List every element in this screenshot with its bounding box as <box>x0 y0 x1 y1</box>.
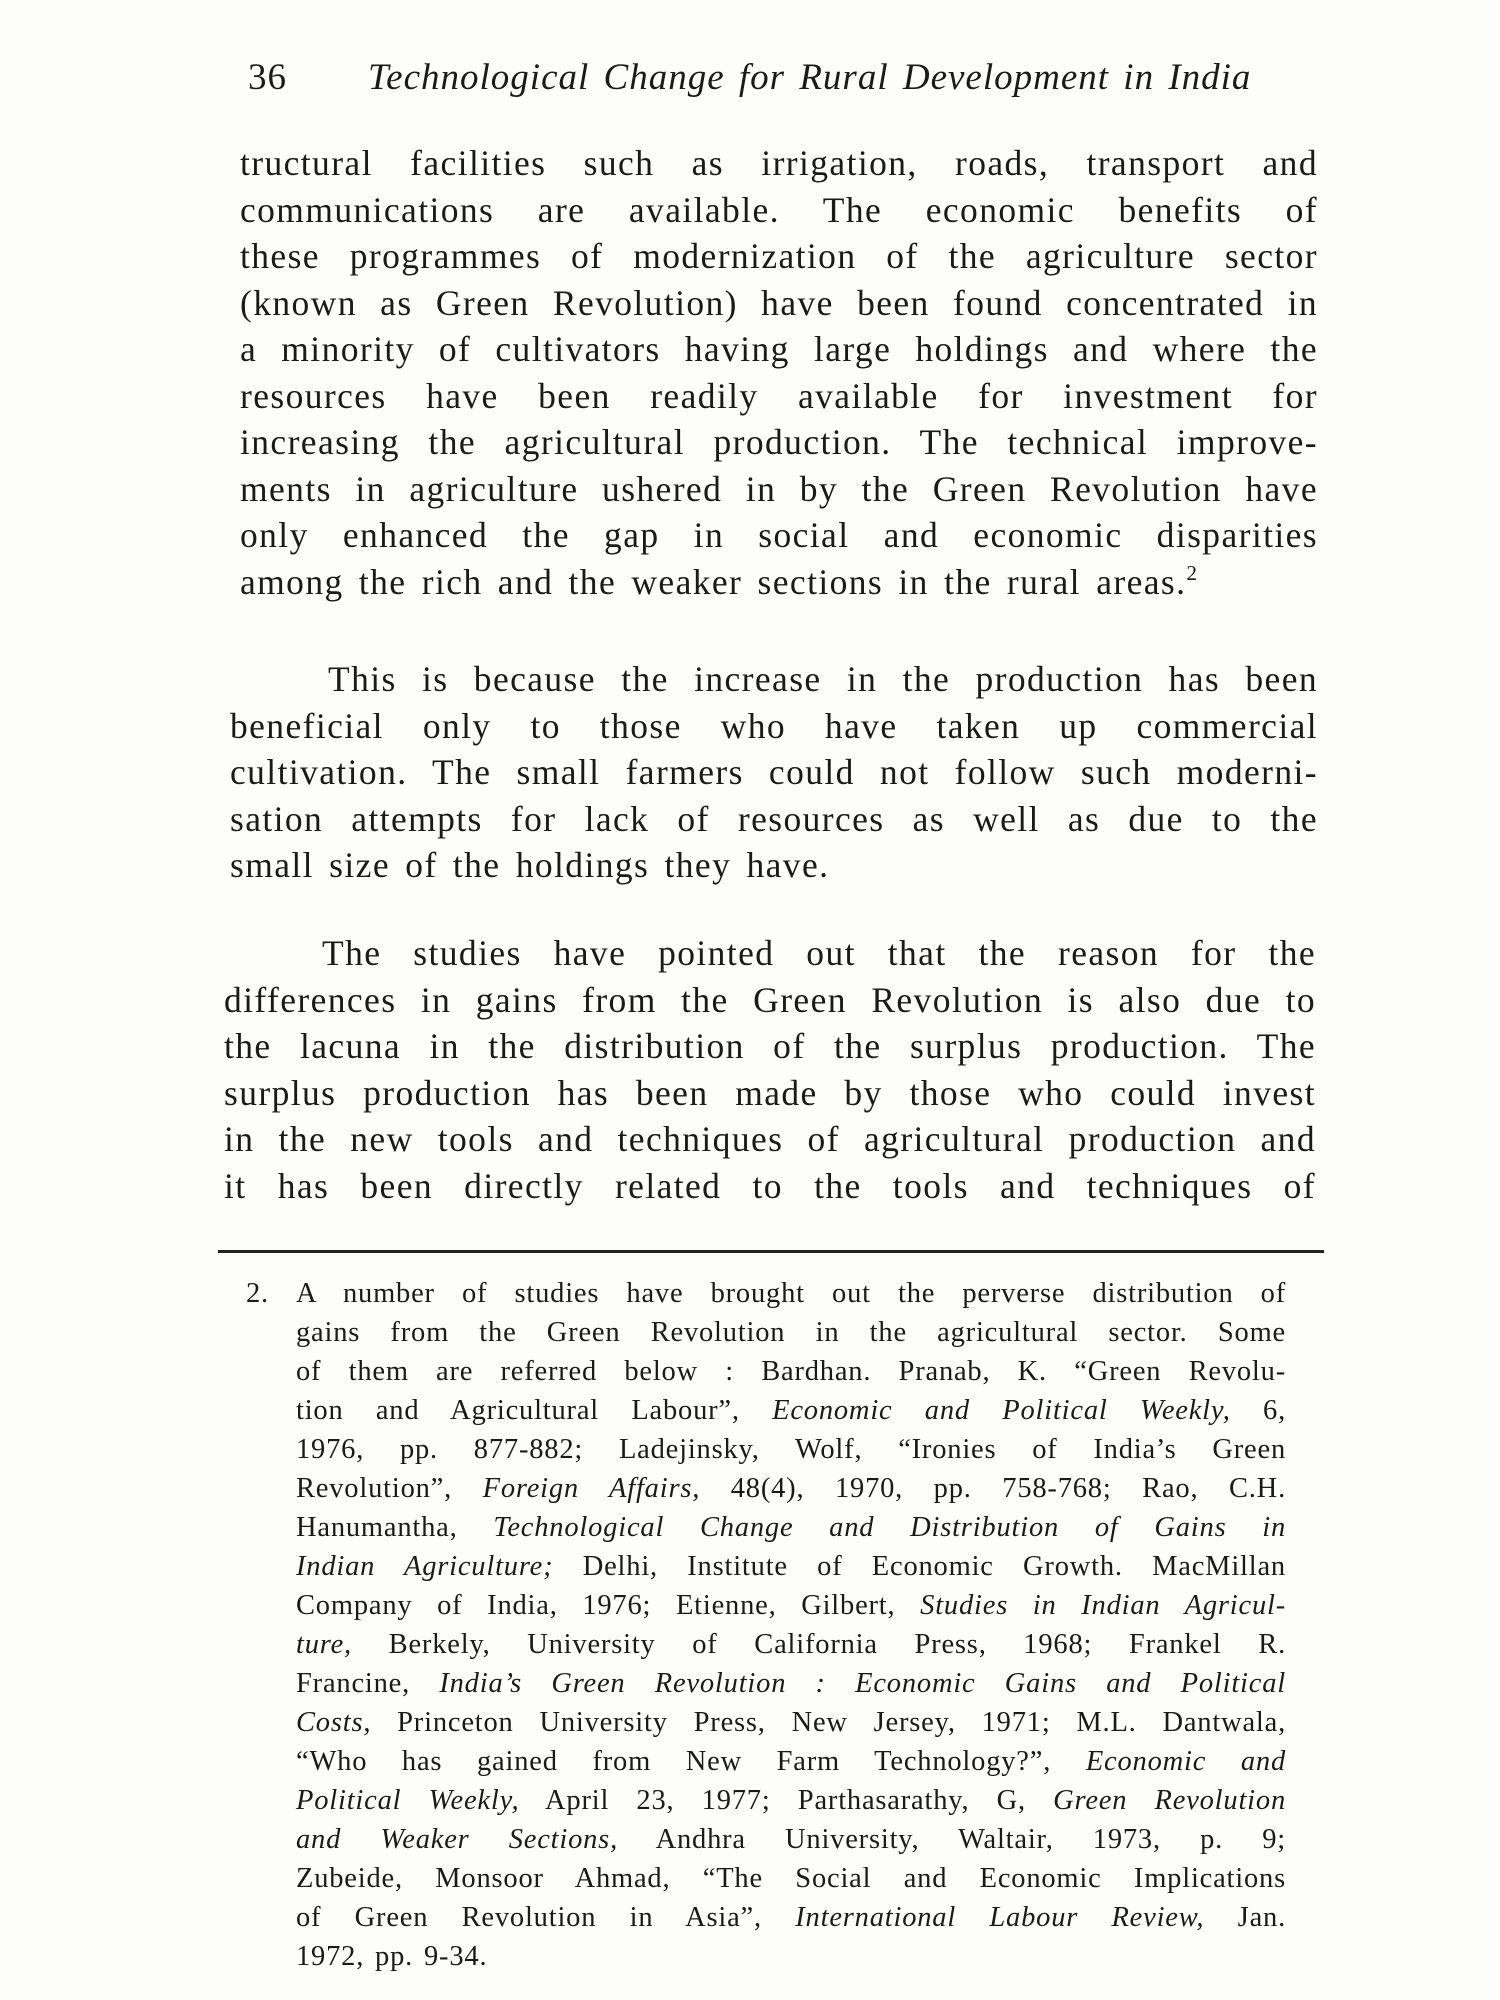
text-line: surplus production has been made by those who could invest <box>224 1072 1316 1113</box>
footnote-italic-run: Political Weekly, <box>296 1785 520 1816</box>
footnote-run: of Green Revolution in Asia”, <box>296 1902 796 1933</box>
footnote-line <box>296 1703 1286 1742</box>
footnote-italic-run: Foreign Affairs, <box>482 1473 701 1504</box>
footnote-run: 6, <box>1230 1395 1287 1426</box>
text-line: only enhanced the gap in social and economic disparities <box>240 515 1318 555</box>
footnote-italic-run: Green Revolution <box>1053 1785 1286 1816</box>
footnote-body <box>296 1274 1286 1976</box>
text-line: tructural facilities such as irrigation, roads, transport and <box>240 143 1318 183</box>
footnote-line <box>296 1508 1286 1547</box>
footnote-divider <box>218 1250 1324 1253</box>
footnote-line <box>296 1859 1286 1898</box>
running-title: Technological Change for Rural Development in India <box>368 57 1252 98</box>
text-line: sation attempts for lack of resources as well as due to the <box>230 798 1318 839</box>
paragraph-1 <box>240 140 1318 605</box>
running-header <box>248 56 1278 116</box>
footnote-reference[interactable]: 2 <box>1186 560 1199 585</box>
text-line: differences in gains from the Green Revolution is also due to <box>224 979 1316 1020</box>
footnote-run: Revolution”, <box>296 1473 483 1504</box>
text-line: (known as Green Revolution) have been found concentrated in <box>240 282 1318 323</box>
paragraph-2 <box>230 656 1318 889</box>
page-number: 36 <box>248 57 287 98</box>
footnote-line <box>296 1313 1286 1352</box>
footnote-run: Francine, <box>296 1668 440 1699</box>
footnote-marker: 2. <box>246 1278 269 1309</box>
footnote-line <box>296 1586 1286 1625</box>
footnote-line <box>296 1898 1286 1937</box>
footnote-run: Jan. <box>1204 1902 1286 1933</box>
footnote-line <box>296 1625 1286 1664</box>
footnote-italic-run: India’s Green Revolution : Economic Gains and Political <box>439 1668 1286 1699</box>
text-line-last <box>240 559 1318 606</box>
footnote-line <box>296 1781 1286 1820</box>
footnote-run: Zubeide, Monsoor Ahmad, “The Social and Economic Implications <box>296 1863 1286 1894</box>
footnote-italic-run: Costs, <box>296 1707 372 1738</box>
footnote-run: 48(4), 1970, pp. 758-768; Rao, C.H. <box>700 1473 1286 1504</box>
text-line: communications are available. The economic benefits of <box>240 189 1318 230</box>
text-line: in the new tools and techniques of agricultural production and <box>224 1119 1316 1159</box>
footnote-line <box>296 1469 1286 1508</box>
footnote-italic-run: International Labour Review, <box>795 1902 1205 1933</box>
footnote-line <box>296 1391 1286 1430</box>
footnote-run: of them are referred below : Bardhan. Pranab, K. “Green Revolu- <box>296 1356 1286 1387</box>
footnote-italic-run: Economic and Political Weekly, <box>772 1395 1231 1426</box>
text-line: cultivation. The small farmers could not follow such moderni- <box>230 752 1318 792</box>
text-line: resources have been readily available for investment for <box>240 375 1318 416</box>
text-line: The studies have pointed out that the reason for the <box>322 933 1316 973</box>
footnote-italic-run: ture, <box>296 1629 352 1660</box>
footnote-run: A number of studies have brought out the perverse distribution of <box>296 1278 1286 1309</box>
footnote-run: 1976, pp. 877-882; Ladejinsky, Wolf, “Ironies of India’s Green <box>296 1434 1286 1465</box>
footnote-run: gains from the Green Revolution in the agricultural sector. Some <box>296 1317 1286 1348</box>
text-line: among the rich and the weaker sections in the rural areas. <box>240 561 1187 602</box>
footnote-line <box>296 1820 1286 1859</box>
footnote-run: tion and Agricultural Labour”, <box>296 1395 773 1426</box>
footnote-run: Delhi, Institute of Economic Growth. MacMillan <box>553 1551 1286 1582</box>
text-line: small size of the holdings they have. <box>230 845 830 885</box>
footnote-italic-run: and Weaker Sections, <box>296 1824 618 1855</box>
footnote-line <box>296 1664 1286 1703</box>
text-line: increasing the agricultural production. The technical improve- <box>240 422 1318 462</box>
footnote-run: Andhra University, Waltair, 1973, p. 9; <box>618 1824 1286 1855</box>
footnote-run: Company of India, 1976; Etienne, Gilbert, <box>296 1590 921 1621</box>
text-line: it has been directly related to the tools and techniques of <box>224 1165 1316 1206</box>
text-line: beneficial only to those who have taken up commercial <box>230 705 1318 746</box>
text-line: ments in agriculture ushered in by the Green Revolution have <box>240 468 1318 509</box>
text-line: these programmes of modernization of the agriculture sector <box>240 236 1318 276</box>
footnote-line <box>296 1430 1286 1469</box>
text-line: the lacuna in the distribution of the surplus production. The <box>224 1026 1316 1066</box>
footnote-line <box>296 1352 1286 1391</box>
footnote-line <box>296 1937 1286 1976</box>
footnote-run: Hanumantha, <box>296 1512 494 1543</box>
footnote-run: 1972, pp. 9-34. <box>296 1941 488 1972</box>
footnote-italic-run: Technological Change and Distribution of Gains in <box>493 1512 1286 1543</box>
footnote-italic-run: Studies in Indian Agricul- <box>920 1590 1286 1621</box>
footnote-run: April 23, 1977; Parthasarathy, G, <box>519 1785 1054 1816</box>
footnote-italic-run: Economic and <box>1085 1746 1287 1777</box>
footnote-run: Princeton University Press, New Jersey, 1971; M.L. Dantwala, <box>371 1707 1286 1738</box>
footnote-run: “Who has gained from New Farm Technology?”, <box>296 1746 1086 1777</box>
text-line: This is because the increase in the production has been <box>328 659 1318 699</box>
footnote-line <box>296 1547 1286 1586</box>
footnote-line <box>296 1742 1286 1781</box>
footnote-run: Berkely, University of California Press, 1968; Frankel R. <box>351 1629 1286 1660</box>
footnote-italic-run: Indian Agriculture; <box>296 1551 554 1582</box>
paragraph-3 <box>224 930 1316 1209</box>
text-line: a minority of cultivators having large holdings and where the <box>240 329 1318 369</box>
footnote-line <box>296 1274 1286 1313</box>
